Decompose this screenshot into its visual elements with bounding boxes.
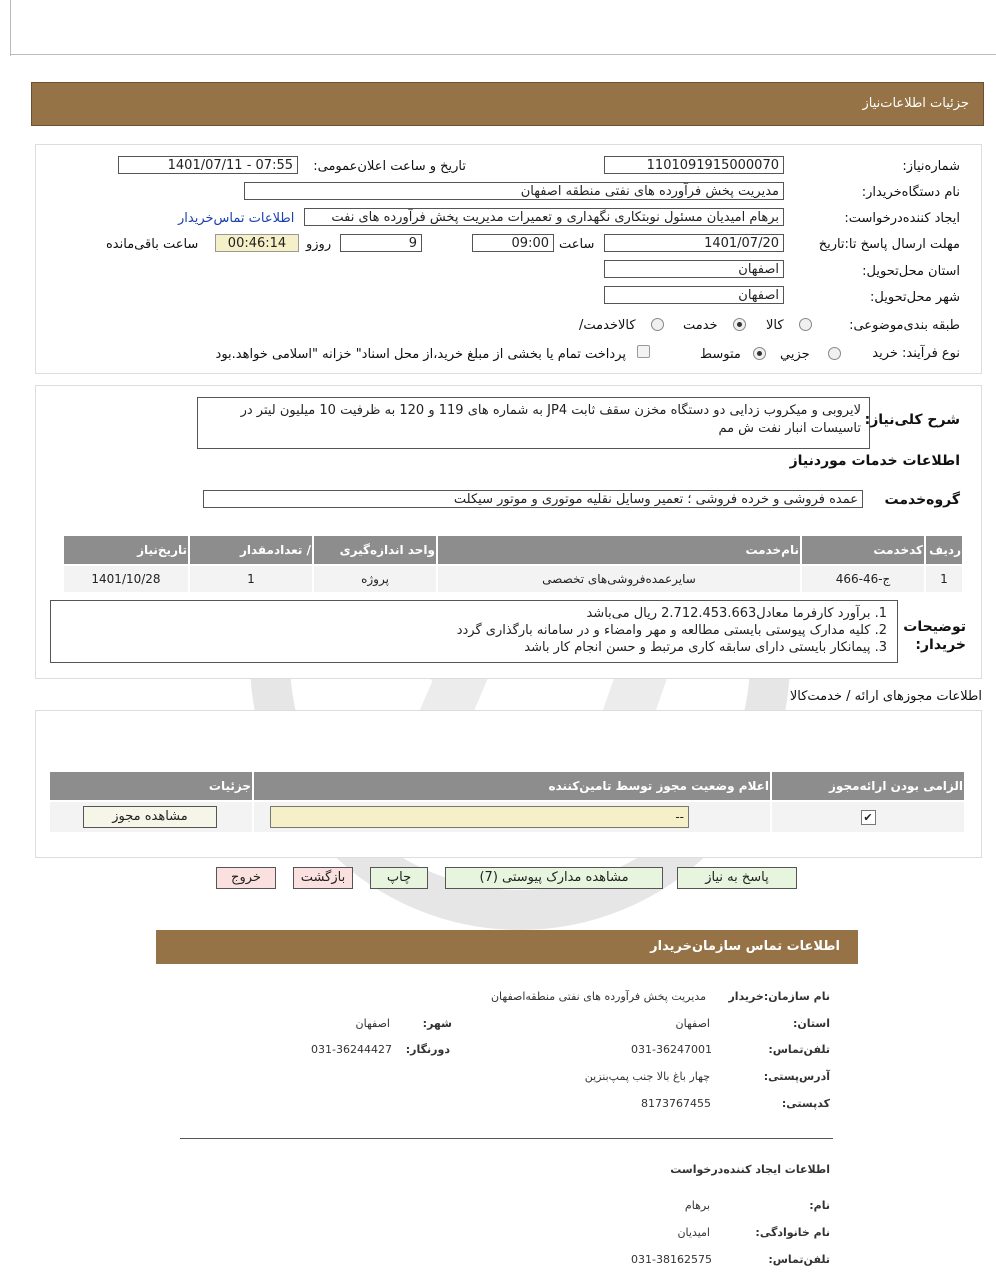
buyer-note-1: 1. برآورد کارفرما معادل2.712.453.663 ریال می‌باشد: [586, 606, 887, 621]
process-minor-label: جزیي: [780, 347, 810, 362]
category-both-radio[interactable]: [651, 318, 664, 331]
address-label: آدرس‌پستی:: [763, 1070, 830, 1083]
status-cell: [253, 801, 771, 833]
buyer-org-label: نام دستگاه‌خریدار:: [861, 185, 960, 200]
remaining-label: ساعت باقی‌مانده: [106, 237, 199, 252]
creator-name-label: نام:: [809, 1199, 830, 1212]
cell-row: 1: [925, 565, 963, 593]
group-field: عمده فروشی و خرده فروشی ؛ تعمیر وسایل نقلیه موتوری و موتور سیکلت: [203, 490, 863, 508]
col-required: الزامی بودن ارائه‌مجوز: [771, 771, 965, 801]
cell-unit: پروژه: [313, 565, 437, 593]
contact-province-value: اصفهان: [675, 1017, 710, 1030]
cell-date: 1401/10/28: [63, 565, 189, 593]
contact-divider: [180, 1138, 833, 1139]
org-value: مدیریت پخش فرآورده های نفتی منطقه‌اصفهان: [490, 990, 706, 1003]
contact-banner: [156, 930, 858, 964]
services-heading: اطلاعات خدمات موردنیاز: [789, 453, 960, 469]
buyer-notes-box: [50, 600, 898, 663]
col-details: جزئیات: [49, 771, 253, 801]
creator-phone-value: 031-38162575: [631, 1253, 712, 1266]
col-row: ردیف: [925, 535, 963, 565]
process-medium-radio[interactable]: [753, 347, 766, 360]
permits-header-row: [49, 771, 965, 801]
summary-label: شرح کلی‌نیاز:: [864, 412, 960, 428]
city-label: شهر محل‌تحویل:: [870, 290, 960, 305]
table-row: [49, 801, 965, 833]
treasury-payment-label: پرداخت تمام یا بخشی از مبلغ خرید،از محل اسناد" خزانه "اسلامی خواهد.بود: [215, 347, 626, 362]
category-goods-radio[interactable]: [799, 318, 812, 331]
col-code: کدخدمت: [801, 535, 925, 565]
required-cell: [771, 801, 965, 833]
summary-text: لایروبی و میکروب زدایی دو دستگاه مخزن سقف ثابت JP4 به شماره های 119 و 120 به ظرفیت 10 میلیون لیتر در تاسیسات انبار نفت ش مم: [197, 397, 870, 449]
contact-buyer-link[interactable]: اطلاعات تماس‌خریدار: [178, 211, 295, 226]
postal-label: کد‌پستی:: [781, 1097, 830, 1110]
announce-field: 1401/07/11 - 07:55: [118, 156, 298, 174]
details-cell: [49, 801, 253, 833]
category-service-label: خدمت: [683, 318, 718, 333]
time-label: ساعت: [559, 237, 595, 252]
required-checkbox[interactable]: ✔: [861, 810, 876, 825]
contact-phone-label: تلفن‌تماس:: [768, 1043, 830, 1056]
deadline-date-field: 1401/07/20: [604, 234, 784, 252]
back-button[interactable]: بازگشت: [293, 867, 353, 889]
buyer-note-2: 2. کلیه مدارک پیوستی بایستی مطالعه و مهر وامضاء و در سامانه بارگذاری گردد: [456, 623, 887, 638]
process-minor-radio[interactable]: [828, 347, 841, 360]
category-label: طبقه بندی‌موضوعی:: [849, 318, 960, 333]
permit-status-field[interactable]: --: [270, 806, 689, 828]
permits-title: اطلاعات مجوزهای ارائه / خدمت‌کالا: [789, 689, 982, 704]
services-table-header-row: [63, 535, 963, 565]
org-label: نام سازمان:خریدار: [728, 990, 830, 1003]
days-label: روزو: [306, 237, 332, 252]
category-service-radio[interactable]: [733, 318, 746, 331]
contact-city-value: اصفهان: [355, 1017, 390, 1030]
deadline-time-field: 09:00: [472, 234, 554, 252]
services-table: [62, 534, 964, 594]
col-qty: / تعدادمقدار: [189, 535, 313, 565]
contact-banner-title: اطلاعات تماس سازمان‌خریدار: [650, 939, 840, 954]
creator-name-value: برهام: [684, 1199, 710, 1212]
creator-field: برهام امیدیان مسئول نوبتکاری نگهداری و تعمیرات مدیریت پخش فرآورده های نفت: [304, 208, 784, 226]
need-number-field: 1101091915000070: [604, 156, 784, 174]
treasury-payment-checkbox[interactable]: [637, 345, 650, 358]
cell-code: ج-46-466: [801, 565, 925, 593]
address-value: چهار باغ بالا جنب پمپ‌بنزین: [584, 1070, 710, 1083]
cell-qty: 1: [189, 565, 313, 593]
category-both-label: /کالاخدمت: [579, 318, 636, 333]
print-button[interactable]: چاپ: [370, 867, 428, 889]
view-permit-button[interactable]: مشاهده مجوز: [83, 806, 217, 828]
city-field: اصفهان: [604, 286, 784, 304]
page-header: [31, 82, 984, 126]
remaining-time-field: 00:46:14: [215, 234, 299, 252]
postal-value: 8173767455: [641, 1097, 711, 1110]
announce-label: تاریخ و ساعت اعلان‌عمومی:: [313, 159, 466, 174]
creator-label: ایجاد کننده‌درخواست:: [844, 211, 960, 226]
province-field: اصفهان: [604, 260, 784, 278]
reply-button[interactable]: پاسخ به نیاز: [677, 867, 797, 889]
col-unit: واحد اندازه‌گیری: [313, 535, 437, 565]
col-date: تاریخ‌نیاز: [63, 535, 189, 565]
contact-city-label: شهر:: [422, 1017, 452, 1030]
fax-label: دورنگار:: [405, 1043, 450, 1056]
province-label: استان محل‌تحویل:: [862, 264, 960, 279]
need-info-panel: [35, 144, 982, 374]
creator-phone-label: تلفن‌تماس:: [768, 1253, 830, 1266]
creator-heading: اطلاعات ایجاد کننده‌درخواست: [670, 1163, 830, 1176]
attachments-button[interactable]: مشاهده مدارک پیوستی (7): [445, 867, 663, 889]
buyer-note-3: 3. پیمانکار بایستی دارای سابقه کاری مرتبط و حسن انجام کار باشد: [524, 640, 887, 655]
col-status: اعلام وضعیت مجوز توسط تامین‌کننده: [253, 771, 771, 801]
buyer-org-field: مدیریت پخش فرآورده های نفتی منطقه اصفهان: [244, 182, 784, 200]
col-name: نام‌خدمت: [437, 535, 801, 565]
deadline-label: مهلت ارسال پاسخ تا:تاریخ: [818, 237, 960, 252]
cell-name: سایرعمده‌فروشی‌های تخصصی: [437, 565, 801, 593]
table-row: [63, 565, 963, 593]
contact-province-label: استان:: [793, 1017, 830, 1030]
process-label: نوع فرآیند: خرید: [872, 346, 960, 361]
fax-value: 031-36244427: [311, 1043, 392, 1056]
contact-phone-value: 031-36247001: [631, 1043, 712, 1056]
process-medium-label: متوسط: [700, 347, 741, 362]
group-label: گروه‌خدمت: [884, 492, 960, 508]
creator-family-value: امیدیان: [677, 1226, 710, 1239]
exit-button[interactable]: خروج: [216, 867, 276, 889]
buyer-notes-label: توضیحات خریدار:: [903, 619, 966, 653]
creator-family-label: نام خانوادگی:: [755, 1226, 830, 1239]
permits-table: [48, 770, 966, 834]
need-number-label: شماره‌نیاز:: [902, 159, 960, 174]
category-goods-label: کالا: [766, 318, 784, 333]
header-tabs[interactable]: جزئیات اطلاعات‌نیاز: [862, 96, 969, 111]
days-field: 9: [340, 234, 422, 252]
